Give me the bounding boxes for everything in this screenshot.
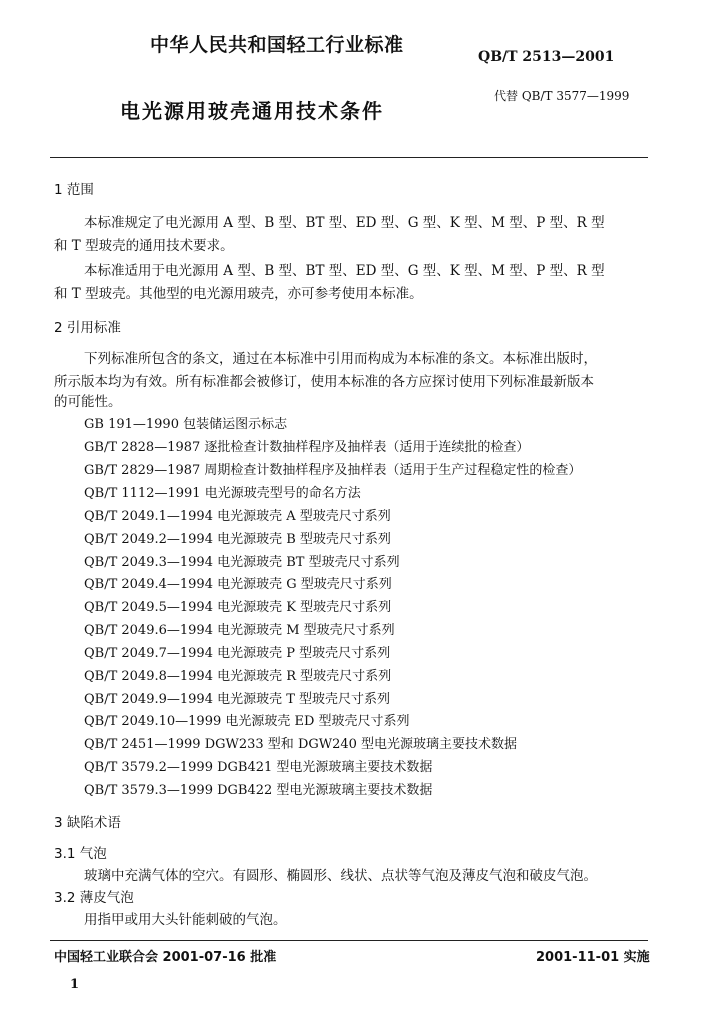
reference-item: QB/T 2049.2—1994 电光源玻壳 B 型玻壳尺寸系列 [84, 532, 391, 547]
approval-info: 中国轻工业联合会 2001-07-16 批准 [54, 950, 277, 965]
reference-item: GB/T 2828—1987 逐批检查计数抽样程序及抽样表（适用于连续批的检查） [84, 440, 530, 455]
section-2-title: 2 引用标准 [54, 320, 121, 336]
reference-item: QB/T 2049.5—1994 电光源玻壳 K 型玻壳尺寸系列 [84, 600, 392, 615]
reference-item: QB/T 2049.9—1994 电光源玻壳 T 型玻壳尺寸系列 [84, 692, 391, 707]
reference-item: GB 191—1990 包装储运图示标志 [84, 417, 288, 432]
effective-date: 2001-11-01 实施 [536, 950, 650, 965]
reference-item: QB/T 2049.3—1994 电光源玻壳 BT 型玻壳尺寸系列 [84, 555, 400, 570]
section-1-para-2-line-1: 本标准适用于电光源用 A 型、B 型、BT 型、ED 型、G 型、K 型、M 型、P 型、R 型 [84, 263, 605, 279]
reference-item: QB/T 2451—1999 DGW233 型和 DGW240 型电光源玻璃主要技术数据 [84, 737, 518, 752]
section-2-para-line-1: 下列标准所包含的条文，通过在本标准中引用而构成为本标准的条文。本标准出版时， [84, 351, 597, 367]
section-2-para-line-2: 所示版本均为有效。所有标准都会被修订，使用本标准的各方应探讨使用下列标准最新版本 [54, 374, 594, 390]
reference-item: QB/T 3579.2—1999 DGB421 型电光源玻璃主要技术数据 [84, 760, 433, 775]
section-3-2-text: 用指甲或用大头针能刺破的气泡。 [84, 912, 287, 928]
section-2-para-line-3: 的可能性。 [54, 394, 122, 410]
document-title: 电光源用玻壳通用技术条件 [120, 99, 384, 123]
section-1-title: 1 范围 [54, 182, 94, 198]
reference-item: QB/T 2049.7—1994 电光源玻壳 P 型玻壳尺寸系列 [84, 646, 391, 661]
header-divider [50, 157, 648, 158]
section-3-title: 3 缺陷术语 [54, 815, 121, 831]
standard-code: QB/T 2513—2001 [478, 49, 615, 65]
reference-item: QB/T 2049.4—1994 电光源玻壳 G 型玻壳尺寸系列 [84, 577, 392, 592]
reference-item: QB/T 2049.1—1994 电光源玻壳 A 型玻壳尺寸系列 [84, 509, 391, 524]
section-1-para-1-line-1: 本标准规定了电光源用 A 型、B 型、BT 型、ED 型、G 型、K 型、M 型、P 型、R 型 [84, 215, 605, 231]
section-3-1-title: 3.1 气泡 [54, 846, 107, 862]
reference-item: QB/T 2049.8—1994 电光源玻壳 R 型玻壳尺寸系列 [84, 669, 392, 684]
replaces-standard: 代替 QB/T 3577—1999 [494, 89, 630, 103]
section-1-para-2-line-2: 和 T 型玻壳。其他型的电光源用玻壳，亦可参考使用本标准。 [54, 286, 423, 302]
reference-item: QB/T 1112—1991 电光源玻壳型号的命名方法 [84, 486, 361, 501]
section-3-2-title: 3.2 薄皮气泡 [54, 890, 134, 906]
section-3-1-text: 玻璃中充满气体的空穴。有圆形、椭圆形、线状、点状等气泡及薄皮气泡和破皮气泡。 [84, 868, 597, 884]
reference-item: GB/T 2829—1987 周期检查计数抽样程序及抽样表（适用于生产过程稳定性的检查） [84, 463, 582, 478]
page-number: 1 [70, 977, 80, 992]
reference-item: QB/T 3579.3—1999 DGB422 型电光源玻璃主要技术数据 [84, 783, 433, 798]
reference-item: QB/T 2049.10—1999 电光源玻壳 ED 型玻壳尺寸系列 [84, 714, 410, 729]
industry-standard-heading: 中华人民共和国轻工行业标准 [150, 34, 404, 56]
footer-divider [50, 940, 648, 941]
reference-item: QB/T 2049.6—1994 电光源玻壳 M 型玻壳尺寸系列 [84, 623, 395, 638]
section-1-para-1-line-2: 和 T 型玻壳的通用技术要求。 [54, 238, 234, 254]
